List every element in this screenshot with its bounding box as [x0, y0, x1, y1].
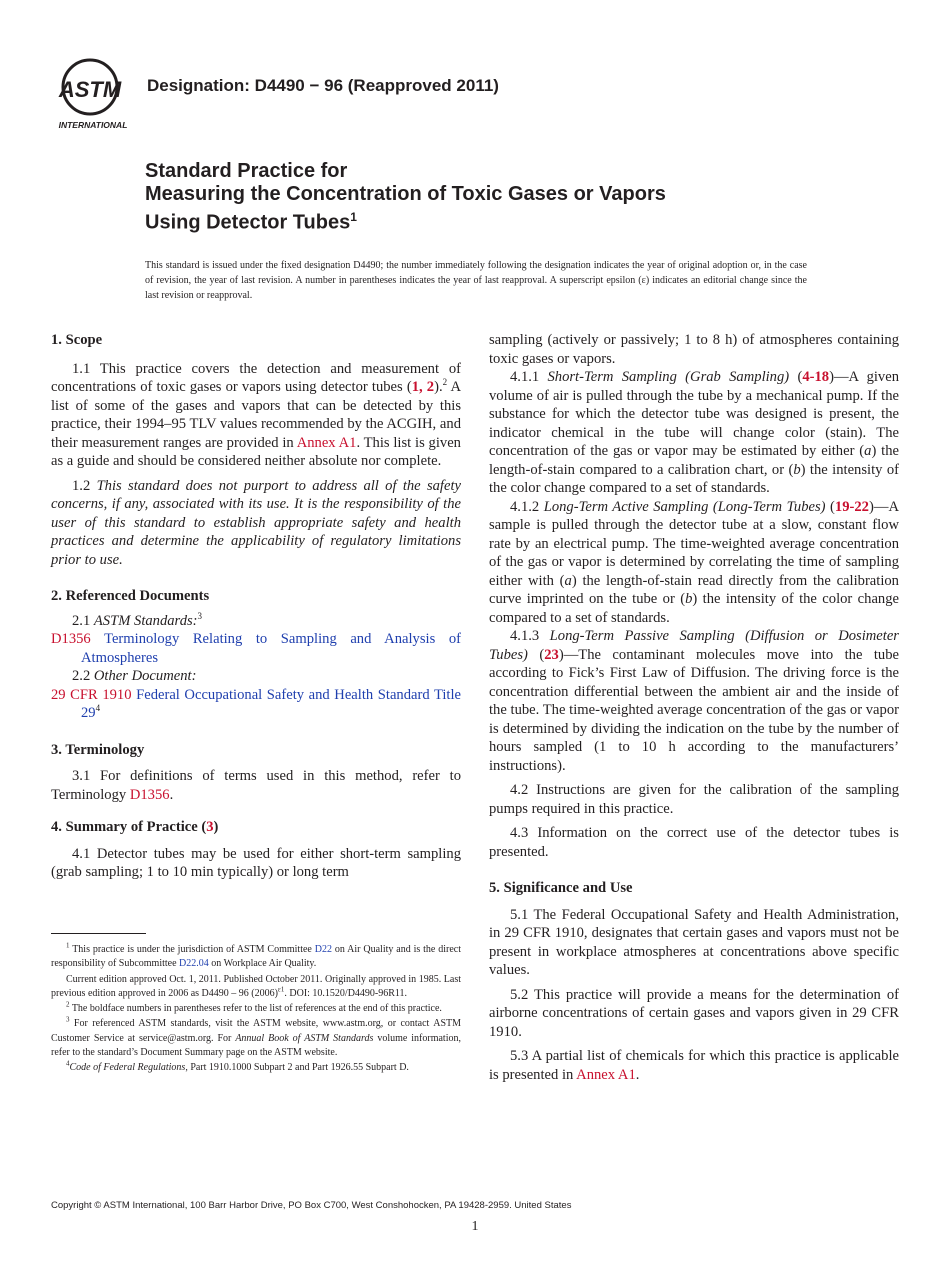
p412-text: —A sample is pulled through the detector tube at a slow, constant flow rate by an electrical pump. The time-weighted average concentration of the gas or vapor is determined by correlating the time of sampling either with ( — [489, 498, 899, 589]
title-footnote-mark: 1 — [350, 210, 357, 224]
footnote-ref-2[interactable]: 2 — [442, 377, 448, 388]
footnote-divider — [51, 933, 146, 934]
reference-d1356 — [51, 630, 461, 667]
paragraph-4-1-3: 4.1.3 Long-Term Passive Sampling (Diffusion or Dosimeter Tubes) (23)—The contaminant molecules move into the tube according to Fick’s First Law of Diffusion. The driving force is the concentration differential between the ambient air and the inside of the tube. The time-weighted average concentration of the gas or vapor is determined by dividing the indication on the tube by the number of hours sampled (1 to 10 h according to the manufacturers’ instructions). — [489, 628, 899, 774]
p413-italic: Long-Term Passive Sampling (Diffusion or Dosimeter Tubes) — [489, 628, 899, 663]
paragraph-1-2 — [51, 477, 461, 570]
paragraph-4-1: 4.1 Detector tubes may be used for either short-term sampling (grab sampling; 1 to 10 min typically) or long term — [51, 845, 461, 880]
paragraph-4-1-2: 4.1.2 Long-Term Active Sampling (Long-Term Tubes) (19-22)—A sample is pulled through the detector tube at a slow, constant flow rate by an electrical pump. The time-weighted average concentration of the gas or vapor is determined by correlating the time of sampling either with (a) the length-of-stain read directly from the calibration curve imprinted on the tube or (b) the intensity of the color change compared to a set of standards. — [489, 498, 900, 626]
p412-num: 4.1.2 — [510, 498, 544, 515]
fn1-mark: 1 — [66, 941, 70, 950]
p21-text: ASTM Standards: — [93, 612, 198, 629]
p412-b: b — [685, 591, 693, 607]
astm-logo-icon — [50, 55, 136, 133]
paragraph-5-2: 5.2 This practice will provide a means for the determination of airborne concentrations of certain gases and vapors given in 29 CFR 1910. — [489, 986, 899, 1040]
designation: Designation: D4490 − 96 (Reapproved 2011) — [147, 76, 499, 95]
footnotes — [51, 943, 461, 1077]
p22-text: Other Document: — [93, 668, 197, 684]
p411-text: —A given volume of air is pulled through the tube by a mechanical pump. If the substance for which the detector tube was designed is present, the indicator chemical in the tube will change color (stain). The concentration of the gas or vapor may be estimated by either ( — [489, 369, 899, 459]
logo-text: ASTM — [58, 77, 122, 102]
p412-italic: Long-Term Active Sampling (Long-Term Tubes) — [543, 498, 826, 515]
document-title — [145, 160, 905, 235]
fn1-text-c: on Workplace Air Quality. — [208, 958, 317, 970]
section-3-heading: 3. Terminology — [51, 741, 145, 758]
paragraph-4-1-1: 4.1.1 Short-Term Sampling (Grab Sampling) (4-18)—A given volume of air is pulled through the tube by a mechanical pump. If the substance for which the detector tube was designed is present, the indicator chemical in the tube will change color (stain). The concentration of the gas or vapor may be estimated by either (a) the length-of-stain compared to a calibration chart, or (b) the intensity of the color change compared to a set of standards. — [489, 369, 899, 496]
p411-text2: ) the length-of-stain compared to a calibration chart, or ( — [489, 443, 899, 478]
annex-a1-link[interactable]: Annex A1 — [296, 434, 357, 451]
paragraph-5-3 — [489, 1047, 899, 1084]
paragraph-1-1 — [51, 360, 461, 471]
paragraph-2-2 — [51, 667, 461, 686]
reference-link-3[interactable]: 3 — [206, 819, 214, 835]
title-line-3-text: Using Detector Tubes — [145, 211, 351, 234]
fn3-text-a: For referenced ASTM standards, visit the ASTM website, www.astm.org, or contact ASTM Customer Service at service@astm.org. For — [51, 1018, 461, 1044]
fn1-text-a: This practice is under the jurisdiction of ASTM Committee — [69, 944, 315, 955]
cfr-link[interactable]: 29 CFR 1910 — [51, 686, 132, 703]
p412-a: a — [564, 572, 572, 589]
p11-text-c: A list of some of the gases and vapors that can be detected by this practice, their 1994–95 TLV values recommended by the ACGIH, and their measurement ranges are provided in — [51, 379, 461, 451]
p411-text3: ) the intensity of the color change compared to a set of standards. — [489, 461, 899, 496]
p31-text-b: . — [169, 786, 174, 803]
copyright-notice: Copyright © ASTM International, 100 Barr Harbor Drive, PO Box C700, West Conshohocken, PA 19428-2959. United States — [51, 1200, 572, 1211]
reference-link-23[interactable]: 23 — [544, 646, 559, 663]
d1356-link[interactable]: D1356 — [51, 631, 91, 647]
footnote-3 — [51, 1017, 461, 1060]
p411-italic: Short-Term Sampling (Grab Sampling) — [547, 369, 790, 385]
fn2-mark: 2 — [66, 1000, 70, 1009]
fn4-mark: 4 — [66, 1060, 70, 1069]
logo-subtext: INTERNATIONAL — [58, 120, 128, 130]
annex-a1-link-2[interactable]: Annex A1 — [576, 1066, 636, 1083]
paragraph-3-1 — [51, 767, 461, 804]
standard-notice: This standard is issued under the fixed designation D4490; the number immediately following the designation indicates the year of original adoption or, in the case of revision, the year of last revision. A number in parentheses indicates the year of last reapproval. A superscript epsilon (ε) indicates an editorial change since the last revision or reapproval. — [145, 260, 807, 301]
title-line-3 — [145, 206, 905, 235]
p413-text: —The contaminant molecules move into the tube according to Fick’s First Law of Diffusion. The driving force is the concentration differential between the ambient air and the inside of the tube. The time-weighted average concentration of the gas or vapor is determined by dividing the indication on the tube by the number of hours sampled (1 to 10 h according to the manufacturers’ instructions). — [489, 646, 899, 774]
footnote-1 — [51, 943, 461, 972]
p411-b: b — [793, 461, 801, 478]
s4-heading-a: 4. Summary of Practice ( — [51, 819, 207, 835]
fn1-epsilon: ε1 — [277, 985, 285, 994]
astm-logo — [50, 55, 136, 133]
paragraph-4-2: 4.2 Instructions are given for the calibration of the sampling pumps required in this practice. — [489, 782, 899, 817]
terminology-d1356-link[interactable]: D1356 — [129, 786, 170, 803]
fn3-italic: Annual Book of ASTM Standards — [235, 1032, 374, 1044]
p53-text-b: . — [635, 1066, 640, 1083]
section-5-heading: 5. Significance and Use — [489, 880, 633, 896]
title-line-1: Standard Practice for — [145, 160, 348, 182]
p12-text: This standard does not purport to address all of the safety concerns, if any, associated with its use. It is the responsibility of the user of this standard to establish appropriate safety and health practices and determine the applicability of regulatory limitations prior to use. — [51, 477, 461, 568]
footnote-1-edition — [51, 973, 461, 1002]
p22-num: 2.2 — [72, 668, 94, 684]
section-1-heading: 1. Scope — [51, 332, 103, 348]
paragraph-2-1 — [51, 612, 461, 631]
paragraph-5-1: 5.1 The Federal Occupational Safety and Health Administration, in 29 CFR 1910, designates that certain gases and vapors must not be present in workplace atmospheres at concentrations above specific values. — [489, 906, 899, 978]
footnote-4 — [51, 1061, 461, 1075]
title-line-2: Measuring the Concentration of Toxic Gases or Vapors — [145, 183, 666, 205]
fn1-text-e: . DOI: 10.1520/D4490-96R11. — [284, 987, 408, 999]
p412-text2: ) the length-of-stain read directly from the calibration curve imprinted on the tube or ( — [489, 572, 899, 607]
footnote-2 — [51, 1002, 461, 1016]
reference-link-1-2[interactable]: 1, 2 — [411, 379, 435, 395]
left-column — [51, 331, 461, 882]
page-number: 1 — [471, 1219, 479, 1234]
fn1-text-d: Current edition approved Oct. 1, 2011. Published October 2011. Originally approved in 1985. Last previous edition approved in 2006 as D4490 – 96 (2006) — [51, 973, 461, 999]
d1356-title-link[interactable]: Terminology Relating to Sampling and Analysis of Atmospheres — [81, 631, 461, 666]
fn1-text-b: on Air Quality and is the direct responsibility of Subcommittee — [51, 944, 461, 970]
reference-link-19-22[interactable]: 19-22 — [834, 498, 869, 515]
fn3-mark: 3 — [66, 1016, 70, 1025]
p31-text-a: 3.1 For definitions of terms used in this method, refer to Terminology — [51, 768, 461, 803]
p412-text3: ) the intensity of the color change compared to a set of standards. — [489, 591, 900, 626]
paragraph-4-1-continued: sampling (actively or passively; 1 to 8 h) of atmospheres containing toxic gases or vapors. — [489, 332, 899, 367]
p11-text-a: 1.1 This practice covers the detection and measurement of concentrations of toxic gases or vapors using detector tubes ( — [51, 360, 461, 395]
d22-04-link[interactable]: D22.04 — [179, 958, 209, 970]
fn4-text: , Part 1910.1000 Subpart 2 and Part 1926.55 Subpart D. — [185, 1062, 409, 1074]
section-2-heading: 2. Referenced Documents — [51, 588, 210, 604]
reference-29cfr1910 — [51, 686, 461, 723]
paragraph-4-3: 4.3 Information on the correct use of the detector tubes is presented. — [489, 825, 899, 860]
footnote-ref-3[interactable]: 3 — [197, 610, 203, 621]
p11-text-b: ). — [434, 379, 443, 395]
reference-link-4-18[interactable]: 4-18 — [802, 369, 830, 385]
p411-num: 4.1.1 — [510, 369, 548, 385]
d22-link[interactable]: D22 — [314, 944, 332, 955]
fn3-text-b: volume information, refer to the standard’s Document Summary page on the ASTM website. — [51, 1032, 461, 1059]
right-column — [489, 331, 899, 1084]
s4-heading-b: ) — [213, 819, 219, 835]
p11-text-d: . This list is given as a guide and should be considered neither absolute nor complete. — [51, 434, 461, 469]
p413-num: 4.1.3 — [510, 628, 550, 644]
cfr-title-link[interactable]: Federal Occupational Safety and Health Standard Title 29 — [81, 686, 461, 721]
p21-num: 2.1 — [72, 612, 94, 629]
p12-num: 1.2 — [72, 477, 97, 494]
p411-a: a — [864, 443, 872, 459]
footnote-ref-4[interactable]: 4 — [95, 703, 101, 714]
p53-text-a: 5.3 A partial list of chemicals for which this practice is applicable is presented in — [489, 1048, 899, 1083]
fn4-italic: Code of Federal Regulations — [69, 1062, 186, 1074]
fn2-text: The boldface numbers in parentheses refer to the list of references at the end of this practice. — [69, 1003, 442, 1015]
section-4-heading — [51, 818, 461, 837]
